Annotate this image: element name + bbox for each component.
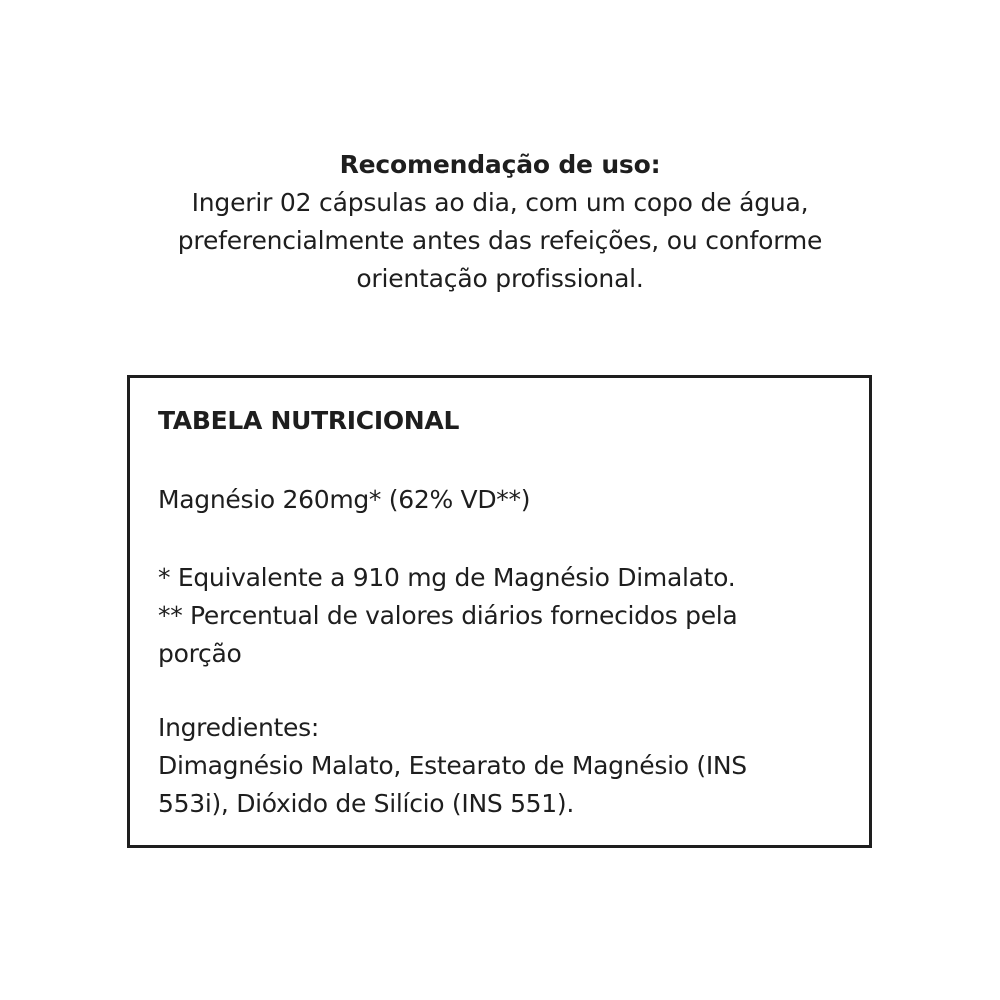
- usage-recommendation: [100, 146, 900, 298]
- footnotes: [158, 559, 858, 673]
- usage-line: Ingerir 02 cápsulas ao dia, com um copo de água,: [191, 188, 809, 217]
- usage-line: orientação profissional.: [356, 264, 644, 293]
- footnote: * Equivalente a 910 mg de Magnésio Dimalato.: [158, 563, 736, 592]
- nutrition-table-title: TABELA NUTRICIONAL: [158, 406, 460, 435]
- ingredients-label: Ingredientes:: [158, 713, 319, 742]
- nutrition-table-box: [127, 375, 872, 848]
- magnesium-amount: Magnésio 260mg* (62% VD**): [158, 485, 531, 514]
- usage-title: Recomendação de uso:: [339, 150, 661, 179]
- usage-line: preferencialmente antes das refeições, ou conforme: [177, 226, 823, 255]
- footnote: ** Percentual de valores diários fornecidos pela: [158, 601, 738, 630]
- ingredients-line: Dimagnésio Malato, Estearato de Magnésio (INS: [158, 751, 747, 780]
- footnote: porção: [158, 639, 242, 668]
- ingredients-line: 553i), Dióxido de Silício (INS 551).: [158, 789, 574, 818]
- ingredients: [158, 709, 858, 823]
